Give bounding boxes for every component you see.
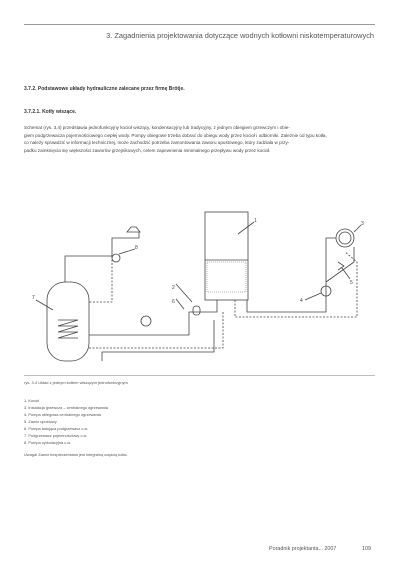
bypass-valve <box>338 262 344 270</box>
legend-item: 3. Instalacja grzewcza – centralnego ogrzewania <box>24 405 108 410</box>
boiler-hatch <box>207 262 246 292</box>
intro-line: co należy sprawdzić w informacji technicznej, może zachodzić potrzeba zamontowania zaworu upustowego, który zadziała w przy- <box>24 140 290 146</box>
footer-title: Poradnik projektanta... 2007 <box>269 546 337 552</box>
legend-item: 6. Pompa ładująca podgrzewacz c.w. <box>24 426 89 431</box>
chapter-title: 3. Zagadnienia projektowania dotyczące wodnych kotłowni niskotemperaturowych <box>106 31 374 40</box>
intro-paragraph <box>24 124 374 154</box>
figure-caption: rys. 3.4 Układ z jednym kotłem wiszącym jednofunkcyjnym <box>24 380 128 385</box>
expansion-vessel <box>193 306 200 315</box>
supply-pipe <box>89 300 217 335</box>
page-number: 109 <box>362 546 371 552</box>
heater-coil <box>58 320 78 338</box>
boiler-shape <box>205 212 248 300</box>
subsection-heading: 3.7.2.1. Kotły wiszące. <box>24 109 77 115</box>
leader-5 <box>342 268 350 279</box>
diagram-label-5: 5 <box>350 280 353 286</box>
return-pipe-dashed <box>235 252 357 317</box>
heating-return-pipe <box>326 238 336 282</box>
header-rule <box>24 24 375 25</box>
dhw-return-pipe <box>102 320 214 361</box>
figure-note: Uwaga! Zawór bezpieczeństwa jest integralną częścią kotła. <box>24 452 128 457</box>
diagram-label-1: 1 <box>254 218 257 224</box>
cold-water-pipe <box>65 232 139 282</box>
legend-item: 1. Kocioł <box>24 398 39 403</box>
section-heading: 3.7.2. Podstawowe układy hydrauliczne zalecane przez firmę Brötje. <box>24 86 185 92</box>
leader-2 <box>176 284 192 302</box>
leader-6 <box>176 299 184 309</box>
diagram-label-2: 2 <box>172 285 175 291</box>
legend-item: 4. Pompa obiegowa centralnego ogrzewania <box>24 412 101 417</box>
diagram-label-4: 4 <box>300 298 303 304</box>
diagram-label-6: 6 <box>172 299 175 305</box>
legend-item: 8. Pompa cyrkulacyjna c.w. <box>24 440 71 445</box>
diagram-label-8: 8 <box>135 245 138 251</box>
diagram-label-3: 3 <box>361 221 364 227</box>
figure-legend <box>24 397 108 446</box>
figure-rule <box>24 375 375 376</box>
intro-line: Schemat (rys. 3.4) przedstawia jednofunkcyjny kocioł wiszący, kondensacyjny lub tradycyjny, z jednym obiegiem grzewczym i obie- <box>24 125 290 130</box>
leader-1 <box>238 222 254 234</box>
diagram-label-7: 7 <box>32 295 35 301</box>
intro-line: padku zamknięcia się większości zaworów grzejnikowych, celem zapewnienia minimalnego przepływu wody przez kocioł. <box>24 147 271 153</box>
circulation-pipe-dashed <box>89 256 112 302</box>
leader-8 <box>119 249 135 254</box>
water-heater-shape <box>47 282 89 361</box>
leader-4 <box>305 293 321 300</box>
shower-head <box>127 227 140 232</box>
legend-item: 5. Zawór upustowy <box>24 419 57 424</box>
legend-item: 7. Podgrzewacz pojemnościowy c.w. <box>24 433 88 438</box>
intro-line: giem podgrzewacza pojemnościowego ciepłej wody. Pompy obiegowe trzeba dobrać do obiegu wody przez kocioł i odbiorniki. Zależnie od typu kotła, <box>24 132 327 138</box>
hydraulic-diagram <box>24 192 376 372</box>
heating-circuit-inner <box>339 232 351 244</box>
boiler-link-dashed <box>89 312 223 348</box>
pump-8 <box>112 254 120 262</box>
leader-3 <box>354 225 361 232</box>
pump-6 <box>141 316 151 326</box>
leader-7 <box>36 300 53 310</box>
